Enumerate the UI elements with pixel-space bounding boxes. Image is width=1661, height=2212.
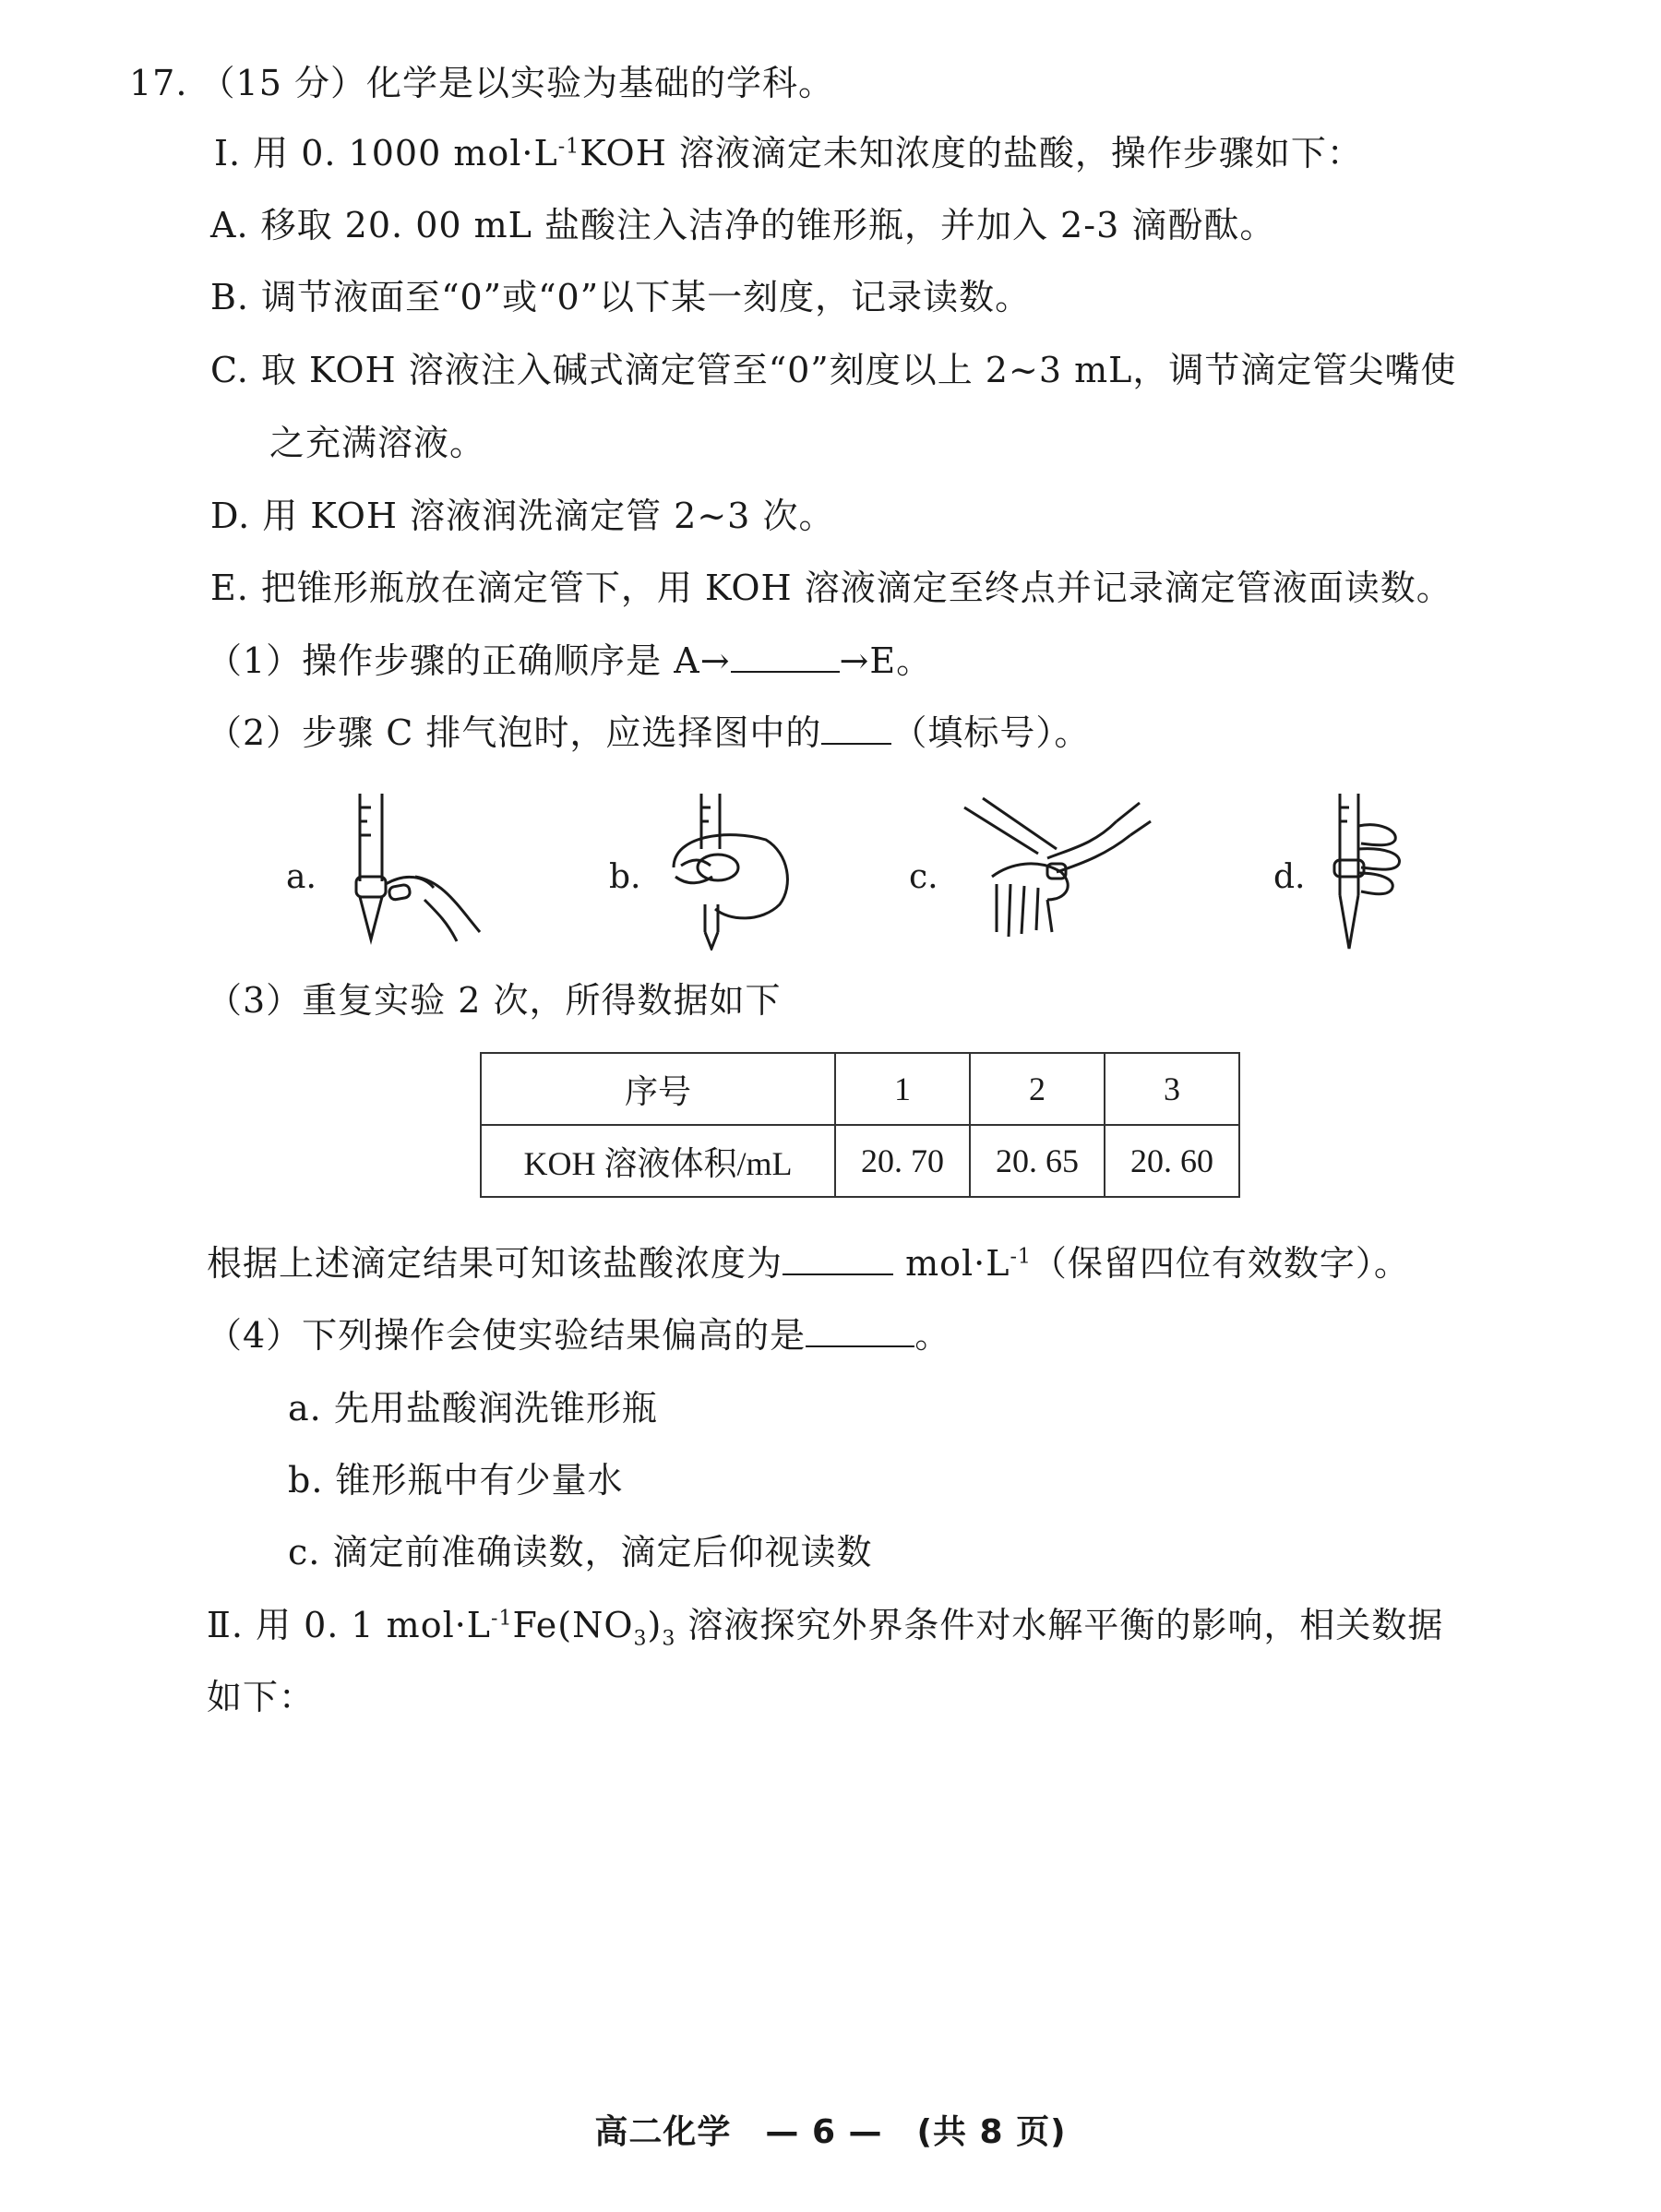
table-header-cell: 3 [1105, 1053, 1239, 1125]
q3-answer-blank[interactable] [783, 1242, 893, 1275]
figure-a-label: a. [286, 858, 317, 896]
burette-hand-b-icon [609, 784, 821, 951]
q3: （3）重复实验 2 次，所得数据如下 [207, 980, 782, 1021]
q1-text-a: （1）操作步骤的正确顺序是 A→ [207, 640, 731, 681]
step-d: D. 用 KOH 溶液润洗滴定管 2~3 次。 [210, 496, 835, 536]
burette-hand-a-icon [286, 784, 498, 951]
question-header: 17. （15 分）化学是以实验为基础的学科。 [129, 63, 834, 103]
part2-intro [207, 1603, 1444, 1651]
part2-text-b: Fe(NO [512, 1605, 634, 1645]
page-footer: 高二化学 — 6 — (共 8 页) [594, 2113, 1067, 2151]
q1-text-b: →E。 [839, 640, 933, 681]
q4-option-c: c. 滴定前准确读数，滴定后仰视读数 [288, 1532, 873, 1572]
intro-superscript: -1 [557, 135, 580, 159]
table-header-cell: 1 [835, 1053, 970, 1125]
figure-c-label: c. [909, 858, 938, 896]
figure-c [909, 784, 1177, 951]
q2-text-b: （填标号）。 [891, 712, 1091, 753]
table-cell: 20. 65 [970, 1125, 1105, 1197]
step-e: E. 把锥形瓶放在滴定管下，用 KOH 溶液滴定至终点并记录滴定管液面读数。 [210, 568, 1452, 608]
q3-result-text-b: mol·L [893, 1243, 1010, 1284]
part2-text-c: ) [647, 1605, 663, 1645]
q2 [207, 711, 1090, 755]
q2-text-a: （2）步骤 C 排气泡时，应选择图中的 [207, 712, 822, 753]
part2-text-d: 溶液探究外界条件对水解平衡的影响，相关数据 [675, 1605, 1444, 1645]
step-c-continued: 之充满溶液。 [269, 423, 486, 463]
table-cell: 20. 60 [1105, 1125, 1239, 1197]
part2-subscript-1: 3 [633, 1627, 648, 1651]
figure-d [1273, 784, 1440, 951]
q1 [207, 639, 932, 683]
table-row [481, 1125, 1239, 1197]
q3-result-text-a: 根据上述滴定结果可知该盐酸浓度为 [207, 1243, 783, 1284]
q4-answer-blank[interactable] [806, 1314, 914, 1347]
q4 [207, 1313, 950, 1357]
q2-answer-blank[interactable] [821, 711, 891, 745]
step-c: C. 取 KOH 溶液注入碱式滴定管至“0”刻度以上 2~3 mL，调节滴定管尖嘴使 [210, 350, 1457, 390]
step-a: A. 移取 20. 00 mL 盐酸注入洁净的锥形瓶，并加入 2-3 滴酚酞。 [210, 205, 1276, 245]
part2-text-a: Ⅱ. 用 0. 1 mol·L [207, 1605, 492, 1645]
table-row-label: KOH 溶液体积/mL [481, 1125, 835, 1197]
titration-data-table [480, 1052, 1240, 1198]
figure-a [286, 784, 498, 951]
q4-text-a: （4）下列操作会使实验结果偏高的是 [207, 1315, 807, 1356]
part2-intro-continued: 如下： [207, 1677, 316, 1717]
q4-option-a: a. 先用盐酸润洗锥形瓶 [288, 1388, 658, 1429]
q1-answer-blank[interactable] [731, 640, 840, 673]
step-b: B. 调节液面至“0”或“0”以下某一刻度，记录读数。 [210, 277, 1032, 317]
q3-result [207, 1241, 1410, 1285]
q4-text-b: 。 [914, 1315, 951, 1356]
intro-text-b: KOH 溶液滴定未知浓度的盐酸，操作步骤如下： [580, 133, 1363, 173]
part2-subscript-2: 3 [662, 1627, 676, 1651]
figure-b-label: b. [609, 858, 641, 896]
burette-hand-d-icon [1273, 784, 1440, 951]
part2-superscript: -1 [491, 1607, 513, 1631]
intro-text-a: Ⅰ. 用 0. 1000 mol·L [214, 133, 558, 173]
burette-hand-c-icon [909, 784, 1177, 951]
table-header-cell: 序号 [481, 1053, 835, 1125]
part1-intro [214, 131, 1363, 175]
figure-b [609, 784, 821, 951]
q4-option-b: b. 锥形瓶中有少量水 [288, 1460, 624, 1501]
q3-result-superscript: -1 [1010, 1245, 1032, 1269]
figure-d-label: d. [1273, 858, 1306, 896]
q3-result-text-c: （保留四位有效数字）。 [1031, 1243, 1410, 1284]
table-cell: 20. 70 [835, 1125, 970, 1197]
table-header-cell: 2 [970, 1053, 1105, 1125]
table-header-row [481, 1053, 1239, 1125]
